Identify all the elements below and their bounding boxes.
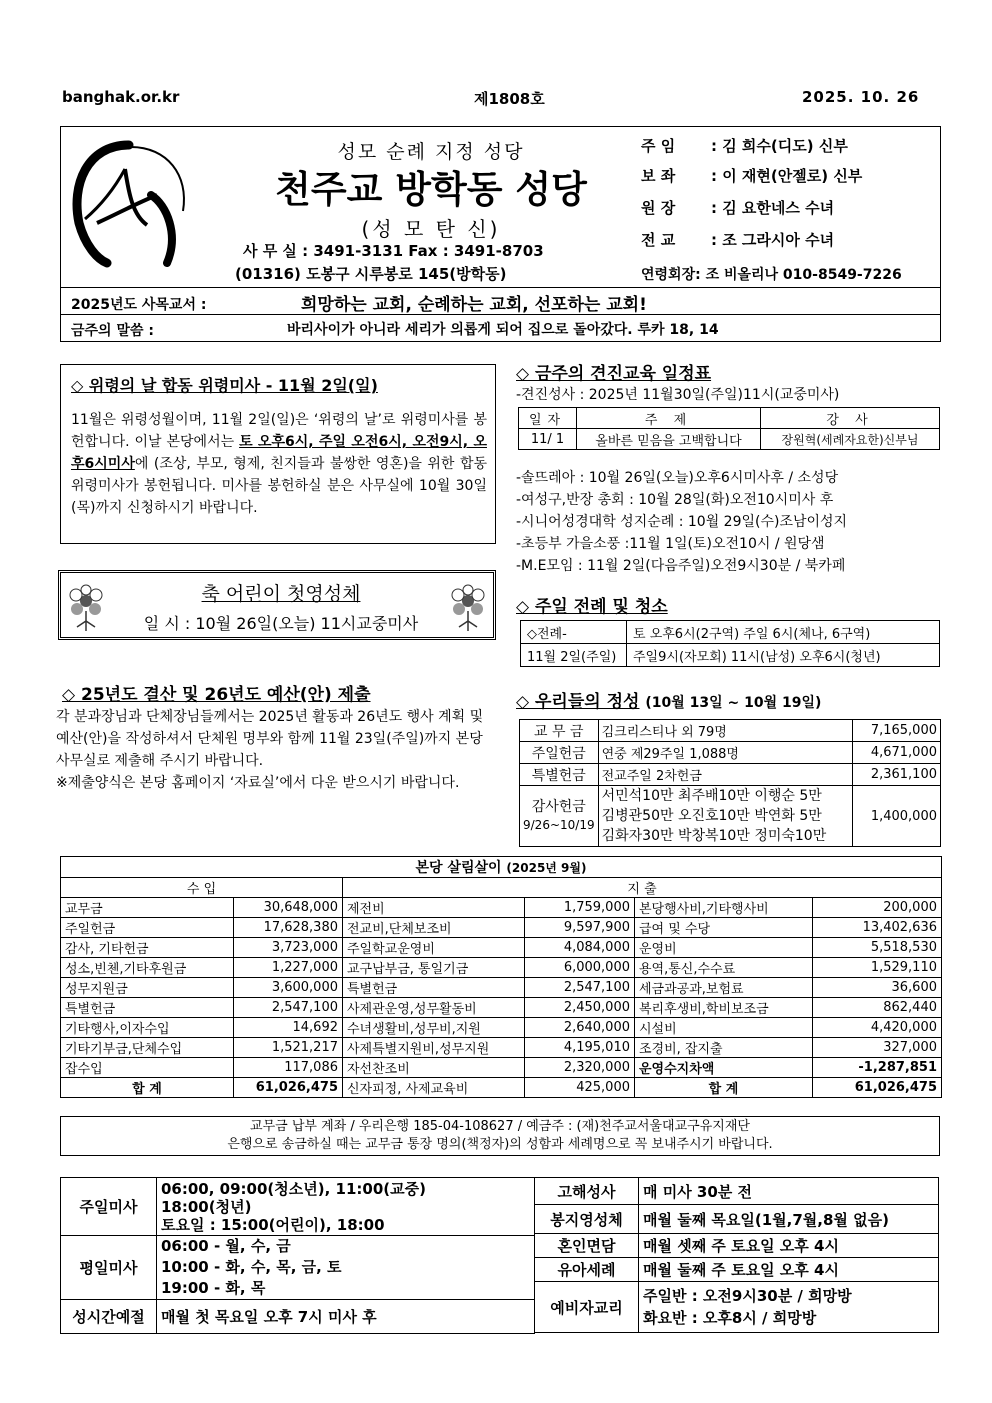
issue-date: 2025. 10. 26 <box>802 88 920 106</box>
header-subtitle: 성모 순례 지정 성당 <box>337 141 525 163</box>
table-row: 일자 주 제 강 사 <box>519 408 940 429</box>
memorial-mass-box <box>60 364 496 544</box>
list-item: -솔뜨레아 : 10월 26일(오늘)오후6시미사후 / 소성당 <box>516 470 839 486</box>
confirmation-title: ◇ 금주의 견진교육 일정표 <box>516 364 712 384</box>
table-row: 감사, 기타헌금 3,723,000 주일학교운영비 4,084,000 운영비 5,518,530 <box>61 938 942 958</box>
first-communion-box <box>58 570 496 640</box>
liturgy-table <box>520 620 940 667</box>
table-row: 11/ 1 올바른 믿음을 고백합니다 장원혁(세례자요한)신부님 <box>519 429 940 450</box>
table-row: 주일헌금 17,628,380 전교비,단체보조비 9,597,900 급여 및 수당 13,402,636 <box>61 918 942 938</box>
table-row: 예비자교리 주일반 : 오전9시30분 / 희망방 화요반 : 오후8시 / 희망방 <box>535 1282 939 1333</box>
header-feast: (성 모 탄 신) <box>361 217 501 241</box>
budget-title: ◇ 25년도 결산 및 26년도 예산(안) 제출 <box>62 685 371 705</box>
word-text: 바리사이가 아니라 세리가 의롭게 되어 집으로 돌아갔다. 루카 18, 14 <box>287 322 719 338</box>
motto-label: 2025년도 사목교서 : <box>71 297 207 313</box>
staff-evangelist: 전 교 : 조 그라시아 수녀 <box>641 231 835 249</box>
table-row: 평일미사 06:00 - 월, 수, 금 10:00 - 화, 수, 목, 금, 토 19:00 - 화, 목 <box>61 1236 535 1300</box>
offering-title: ◇ 우리들의 정성 (10월 13일 ~ 10월 19일) <box>516 692 822 712</box>
table-row: 본당 살림살이 (2025년 9월) <box>61 857 942 878</box>
table-row: 주일헌금 연중 제29주일 1,088명 4,671,000 <box>520 742 941 764</box>
table-row: 감사헌금 9/26~10/19 서민석10만 최주배10만 이행순 5만 김병관50만 오진호10만 박연화 5만 김화자30만 박창복10만 정미숙10만 1,400,000 <box>520 786 941 847</box>
bank-notice: 은행으로 송금하실 때는 교무금 통장 명의(책정자)의 성함과 세례명으로 꼭 보내주시기 바랍니다. <box>227 1137 773 1152</box>
table-row: 기타행사,이자수입 14,692 수녀생활비,성무비,지원 2,640,000 시설비 4,420,000 <box>61 1018 942 1038</box>
bank-account: 교무금 납부 계좌 / 우리은행 185-04-108627 / 예금주 : (재)천주교서울대교구유지재단 <box>250 1119 750 1134</box>
table-row: 특별헌금 전교주일 2차헌금 2,361,100 <box>520 764 941 786</box>
issue-number: 제1808호 <box>474 90 545 108</box>
table-row: 성소,빈첸,기타후원금 1,227,000 교구납부금, 통일기금 6,000,000 용역,통신,수수료 1,529,110 <box>61 958 942 978</box>
office-address: (01316) 도봉구 시루봉로 145(방학동) <box>235 265 507 283</box>
table-row: 수 입 지 출 <box>61 878 942 898</box>
list-item: -초등부 가을소풍 :11월 1일(토)오전10시 / 원당샘 <box>516 536 825 552</box>
table-row: 교무금 30,648,000 제전비 1,759,000 본당행사비,기타행사비 200,000 <box>61 898 942 918</box>
table-row: 기타기부금,단체수입 1,521,217 사제특별지원비,성무지원 4,195,010 조경비, 잡지출 327,000 <box>61 1038 942 1058</box>
events-list <box>516 467 847 577</box>
page-title: 천주교 방학동 성당 <box>275 168 587 211</box>
table-row: 성무지원금 3,600,000 특별헌금 2,547,100 세금과공과,보험료 36,600 <box>61 978 942 998</box>
table-row: 교 무 금 김크리스티나 외 79명 7,165,000 <box>520 720 941 742</box>
list-item: -M.E모임 : 11월 2일(다음주일)오전9시30분 / 북카페 <box>516 558 846 574</box>
list-item: -시니어성경대학 성지순례 : 10월 29일(수)조남이성지 <box>516 514 848 530</box>
word-label: 금주의 말씀 : <box>71 323 154 339</box>
table-row: 유아세례 매월 둘째 주 토요일 오후 4시 <box>535 1258 939 1282</box>
motto-text: 희망하는 교회, 순례하는 교회, 선포하는 교회! <box>301 295 647 315</box>
communion-time: 일 시 : 10월 26일(오늘) 11시교중미사 <box>143 614 419 633</box>
communion-title: 축 어린이 첫영성체 <box>201 583 361 605</box>
table-row: 주일미사 06:00, 09:00(청소년), 11:00(교중) 18:00(청년) 토요일 : 15:00(어린이), 18:00 <box>61 1178 535 1236</box>
table-row: ◇전례- 토 오후6시(2구역) 주일 6시(체나, 6구역) <box>521 621 940 644</box>
bank-account-box <box>60 1116 940 1156</box>
offering-table <box>519 719 941 847</box>
staff-assistant: 보 좌 : 이 재현(안젤로) 신부 <box>641 167 863 185</box>
staff-superior: 원 장 : 김 요한네스 수녀 <box>641 199 835 217</box>
site-url: banghak.or.kr <box>62 88 180 106</box>
table-row: 성시간예절 매월 첫 목요일 오후 7시 미사 후 <box>61 1300 535 1334</box>
parish-logo-icon <box>67 135 195 273</box>
divider <box>61 287 940 288</box>
memorial-body: 11월은 위령성월이며, 11월 2일(일)은 ‘위령의 날’로 위령미사를 봉헌합니다. 이날 본당에서는 토 오후6시, 주일 오전6시, 오전9시, 오후6시미사에 (조상, 부모, 형제, 친지들과 불쌍한 영혼)을 위한 합동 위령미사가 봉헌됩니다. 미사를 봉헌하실 분은 사무실에 10월 30일(목)까지 신청하시기 바랍니다. <box>71 412 487 516</box>
confirmation-date: -견진성사 : 2025년 11월30일(주일)11시(교중미사) <box>516 387 840 403</box>
staff-president: 연령회장: 조 비올리나 010-8549-7226 <box>641 267 902 283</box>
finance-table <box>60 856 942 1098</box>
table-row: 특별헌금 2,547,100 사제관운영,성무활동비 2,450,000 복리후생비,학비보조금 862,440 <box>61 998 942 1018</box>
list-item: -여성구,반장 총회 : 10월 28일(화)오전10시미사 후 <box>516 492 834 508</box>
table-row: 봉지영성체 매월 둘째 목요일(1월,7월,8월 없음) <box>535 1205 939 1234</box>
staff-pastor: 주 임 : 김 희수(디도) 신부 <box>641 137 848 155</box>
table-row: 합 계 61,026,475 신자피정, 사제교육비 425,000 합 계 61,026,475 <box>61 1078 942 1098</box>
budget-body: 각 분과장님과 단체장님들께서는 2025년 활동과 26년도 행사 계획 및 예산(안)을 작성하셔서 단체원 명부와 함께 11월 23일(주일)까지 본당사무실로 제출해 주시기 바랍니다. ※제출양식은 본당 홈페이지 ‘자료실’에서 다운 받으시기 바랍니다. <box>56 709 484 791</box>
table-row: 잡수입 117,086 자선찬조비 2,320,000 운영수지차액 -1,287,851 <box>61 1058 942 1078</box>
table-row: 11월 2일(주일) 주일9시(자모회) 11시(남성) 오후6시(청년) <box>521 644 940 667</box>
confirmation-table <box>518 407 940 450</box>
table-row: 혼인면담 매월 셋째 주 토요일 오후 4시 <box>535 1234 939 1258</box>
sacrament-schedule-table <box>534 1177 939 1333</box>
table-row: 고해성사 매 미사 30분 전 <box>535 1178 939 1205</box>
mass-schedule-table <box>60 1177 535 1334</box>
flower-icon <box>447 581 489 633</box>
memorial-title: ◇ 위령의 날 합동 위령미사 - 11월 2일(일) <box>71 376 378 395</box>
header-box <box>60 126 941 342</box>
liturgy-title: ◇ 주일 전례 및 청소 <box>516 597 668 617</box>
office-phone: 사 무 실 : 3491-3131 Fax : 3491-8703 <box>243 242 544 260</box>
